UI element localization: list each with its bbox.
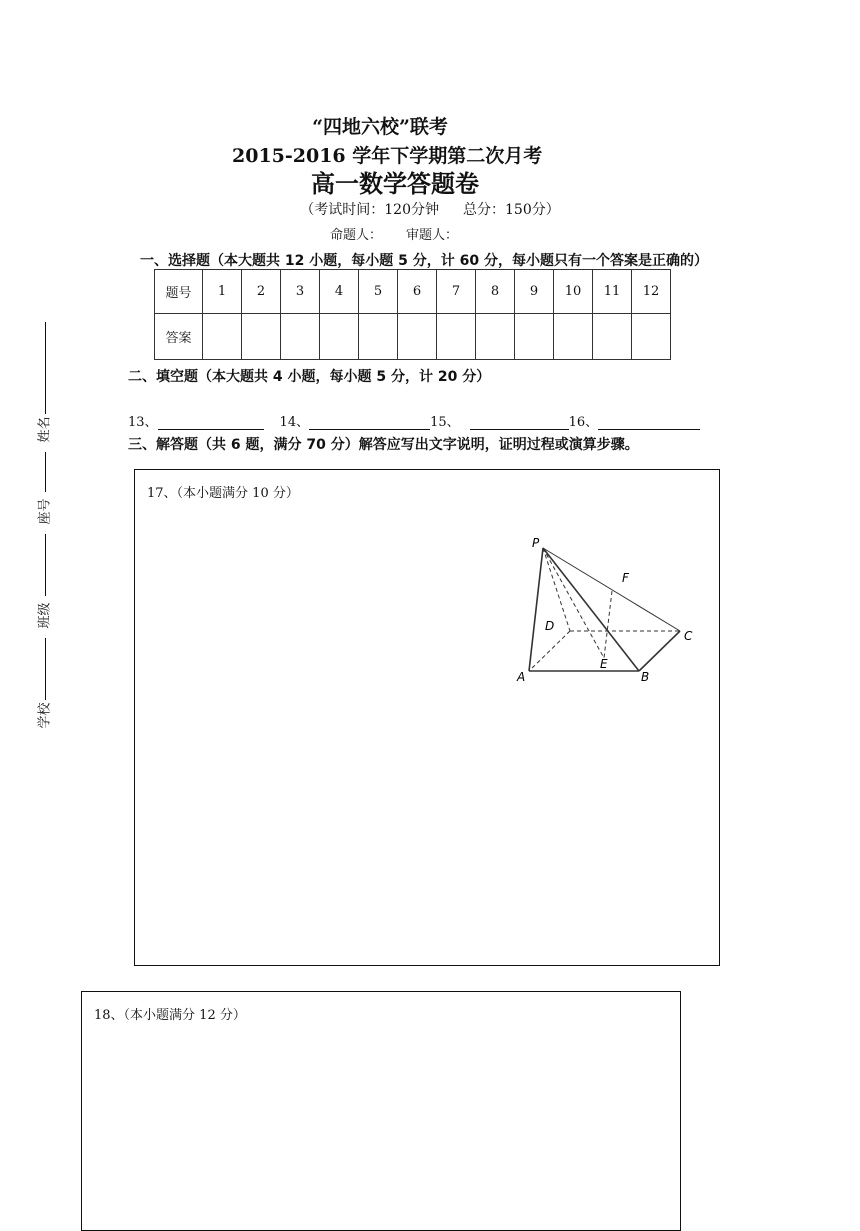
segment-PE: [543, 548, 604, 658]
class-line[interactable]: [45, 534, 46, 596]
page-title: 高一数学答题卷: [311, 169, 479, 198]
answer-cell-12[interactable]: [632, 314, 671, 360]
answer-cell-11[interactable]: [593, 314, 632, 360]
table-row-answers: [155, 314, 671, 360]
blank-16-label: 16、: [568, 415, 599, 430]
question-17-label: 17、（本小题满分 10 分）: [147, 486, 299, 501]
edge-DA: [529, 631, 570, 671]
segment-FE: [604, 591, 612, 658]
number-cell: 3: [281, 270, 320, 314]
fill-blank-line: [128, 411, 700, 430]
blank-15[interactable]: [470, 415, 569, 430]
number-cell: 7: [437, 270, 476, 314]
answer-cell-6[interactable]: [398, 314, 437, 360]
side-info-strip: [24, 322, 54, 742]
edge-BC: [639, 631, 680, 671]
number-cell: 8: [476, 270, 515, 314]
row-label-answer: 答案: [155, 314, 203, 360]
number-cell: 12: [632, 270, 671, 314]
blank-16[interactable]: [598, 415, 700, 430]
label-E: E: [600, 657, 608, 671]
section-3-heading: 三、解答题（共 6 题，满分 70 分）解答应写出文字说明，证明过程或演算步骤。: [128, 437, 639, 453]
answer-cell-4[interactable]: [320, 314, 359, 360]
table-row-numbers: [155, 270, 671, 314]
school-line[interactable]: [45, 638, 46, 700]
number-cell: 4: [320, 270, 359, 314]
question-18-label: 18、（本小题满分 12 分）: [94, 1008, 246, 1023]
side-label-class: 班级: [37, 602, 53, 629]
number-cell: 1: [203, 270, 242, 314]
title-line-2: 2015-2016 学年下学期第二次月考: [232, 145, 543, 167]
side-label-name: 姓名: [37, 416, 53, 443]
blank-14[interactable]: [309, 415, 430, 430]
number-cell: 2: [242, 270, 281, 314]
answer-cell-7[interactable]: [437, 314, 476, 360]
label-P: P: [532, 536, 540, 550]
answer-cell-10[interactable]: [554, 314, 593, 360]
label-C: C: [684, 629, 693, 643]
pyramid-figure: [500, 528, 710, 688]
total-score: 总分：150分）: [463, 202, 560, 218]
edge-PB: [543, 548, 639, 671]
exam-time: （考试时间：120分钟: [300, 202, 439, 218]
section-1-heading: 一、选择题（本大题共 12 小题，每小题 5 分，计 60 分，每小题只有一个答案是正确的）: [140, 253, 708, 269]
side-label-school: 学校: [37, 702, 53, 729]
reviewer-label: 审题人：: [406, 228, 459, 243]
row-label-number: 题号: [155, 270, 203, 314]
answer-cell-9[interactable]: [515, 314, 554, 360]
seat-line[interactable]: [45, 452, 46, 492]
choice-answer-table: [154, 269, 671, 360]
label-A: A: [517, 670, 526, 684]
exam-meta: [0, 199, 860, 219]
question-18-box[interactable]: [81, 991, 681, 1231]
blank-13[interactable]: [158, 415, 264, 430]
answer-cell-3[interactable]: [281, 314, 320, 360]
label-D: D: [545, 619, 555, 633]
number-cell: 6: [398, 270, 437, 314]
number-cell: 9: [515, 270, 554, 314]
answer-cell-2[interactable]: [242, 314, 281, 360]
blank-14-label: 14、: [279, 415, 310, 430]
edge-PA: [529, 548, 543, 671]
number-cell: 5: [359, 270, 398, 314]
answer-cell-1[interactable]: [203, 314, 242, 360]
answer-cell-5[interactable]: [359, 314, 398, 360]
answer-cell-8[interactable]: [476, 314, 515, 360]
name-line[interactable]: [45, 322, 46, 414]
number-cell: 11: [593, 270, 632, 314]
blank-15-label: 15、: [430, 415, 460, 430]
number-cell: 10: [554, 270, 593, 314]
setter-label: 命题人：: [330, 228, 383, 243]
label-B: B: [641, 670, 650, 684]
section-2-heading: 二、填空题（本大题共 4 小题，每小题 5 分，计 20 分）: [128, 369, 491, 385]
setter-line: [330, 224, 458, 243]
label-F: F: [622, 571, 629, 585]
side-label-seat: 座号: [37, 498, 53, 525]
blank-13-label: 13、: [128, 415, 158, 430]
title-line-1: “四地六校”联考: [312, 116, 448, 138]
edge-PC: [543, 548, 680, 631]
